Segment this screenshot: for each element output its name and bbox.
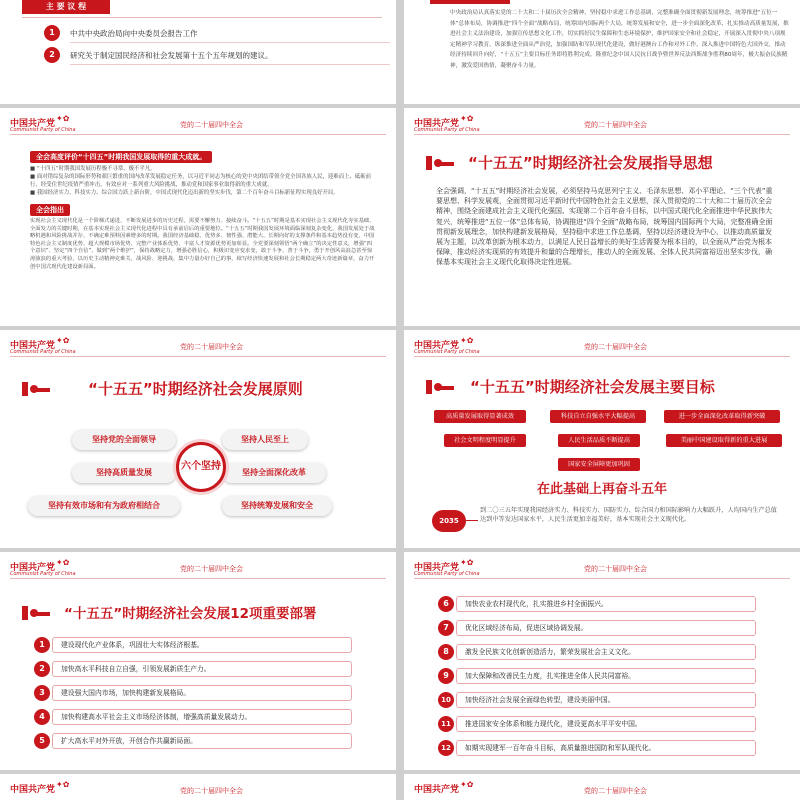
plenum-points-body: 实现社会主义现代化是一个阶梯式递进、不断发展进步的历史过程，需要不懈努力、接续奋斗。“十五五”时期是基本实现社会主义现代化夯实基础、全面发力的关键时期，在基本实现社会主义现代化进程中具有承前启后的重要地位。“十五五”时期我国发展环境面临深刻复杂变化，我国发展处于战略机遇和风险挑战并存、不确定难预料因素增多的时期。我国经济基础稳、优势多、韧性强、潜能大，长期向好的支撑条件和基本趋势没有变，中国特色社会主义制度优势、超大规模市场优势、完整产业体系优势、丰富人才资源优势更加彰显。全党要深刻领悟“两个确立”的决定性意义，增强“四个意识”、坚定“四个自信”、做到“两个维护”，保持战略定力，增强必胜信心，积极识变应变求变，敢于斗争、善于斗争，勇于开创风高浪急甚至惊涛骇浪的重大考验，以历史主动精神克难关、战风险、迎挑战，集中力量办好自己的事，续写经济快速发展和社会长期稳定两大奇迹新篇章，奋力开创中国式现代化建设新局面。 bbox=[30, 218, 375, 270]
goals-subtitle: 在此基础上再奋斗五年 bbox=[536, 482, 667, 497]
achievement-bullet: ■ “十四五”时期我国发展历程极不寻常、极不平凡。 bbox=[30, 166, 156, 172]
title-bars-icon bbox=[426, 380, 460, 396]
deploy-num: 10 bbox=[438, 692, 454, 708]
slide-header bbox=[0, 552, 396, 580]
deploy-item: 优化区域经济布局，促进区域协调发展。 bbox=[456, 620, 756, 636]
header-divider bbox=[10, 134, 386, 135]
deploy-num: 3 bbox=[34, 685, 50, 701]
deploy-item: 加快高水平科技自立自强，引领发展新质生产力。 bbox=[52, 661, 352, 677]
bullet-text: 我国经济实力、科技实力、综合国力跃上新台阶，中国式现代化迈出新的坚实步伐，第二个百年奋斗目标新征程实现良好开局。 bbox=[36, 190, 339, 196]
flourish-icon: ✦✿ bbox=[460, 114, 474, 123]
slide-deployments-1[interactable] bbox=[0, 552, 396, 770]
achievement-bullet: ■ 面对错综复杂的国际形势和艰巨繁重的国内改革发展稳定任务，以习近平同志为核心的党中央团结带领全党全国各族人民，迎难而上、砥砺前行，经受住世纪疫情严重冲击，有效应对一系列重大风险挑战，推动党和国家事业取得新的重大成就。 bbox=[30, 174, 372, 188]
deploy-item: 加快构建高水平社会主义市场经济体制，增强高质量发展动力。 bbox=[52, 709, 352, 725]
slide-main-goals[interactable] bbox=[404, 330, 800, 548]
principle-pill: 坚持统筹发展和安全 bbox=[222, 496, 332, 516]
deploy-item: 如期实现建军一百年奋斗目标，高质量推进国防和军队现代化。 bbox=[456, 740, 756, 756]
achievements-pill: 全会高度评价“十四五”时期我国发展取得的重大成就。 bbox=[30, 151, 212, 163]
goal-tag: 国家安全屏障更加巩固 bbox=[558, 458, 640, 471]
party-logo-en: Communist Party of China bbox=[414, 127, 480, 133]
plenum-points-pill: 全会指出 bbox=[30, 204, 70, 216]
slide-guiding-thought[interactable] bbox=[404, 108, 800, 326]
goal-tag: 人民生活品质不断提高 bbox=[558, 434, 640, 447]
year-connector bbox=[466, 520, 478, 521]
slide-header bbox=[404, 552, 800, 580]
deploy-num: 12 bbox=[438, 740, 454, 756]
deploy-item: 推进国家安全体系和能力现代化，建设更高水平平安中国。 bbox=[456, 716, 756, 732]
deploy-num: 7 bbox=[438, 620, 454, 636]
goal-tag: 科技自立自强水平大幅提高 bbox=[550, 410, 646, 423]
header-divider bbox=[10, 578, 386, 579]
slide-header bbox=[0, 330, 396, 358]
center-badge: 六个坚持 bbox=[176, 442, 226, 492]
slide-principles[interactable] bbox=[0, 330, 396, 548]
header-divider bbox=[10, 356, 386, 357]
achievements-content bbox=[30, 144, 375, 271]
agenda-num-2: 2 bbox=[44, 47, 60, 63]
agenda-num-1: 1 bbox=[44, 25, 60, 41]
agenda-item-2: 研究关于制定国民经济和社会发展第十五个五年规划的建议。 bbox=[70, 47, 390, 65]
party-logo-en: Communist Party of China bbox=[10, 349, 76, 355]
party-logo-cn: 中国共产党 bbox=[414, 563, 460, 573]
party-logo-cn: 中国共产党 bbox=[414, 119, 460, 129]
slide-achievements[interactable] bbox=[0, 108, 396, 326]
slide-header bbox=[0, 774, 396, 800]
slide-header bbox=[404, 330, 800, 358]
party-logo-en: Communist Party of China bbox=[414, 571, 480, 577]
slide-deployments-2[interactable] bbox=[404, 552, 800, 770]
header-title: 党的二十届四中全会 bbox=[180, 565, 243, 573]
deploy-num: 8 bbox=[438, 644, 454, 660]
goal-tag: 高质量发展取得显著成效 bbox=[434, 410, 526, 423]
deploy-item: 加大保障和改善民生力度，扎实推进全体人民共同富裕。 bbox=[456, 668, 756, 684]
party-logo-en: Communist Party of China bbox=[414, 349, 480, 355]
deploy-num: 5 bbox=[34, 733, 50, 749]
header-title: 党的二十届四中全会 bbox=[584, 565, 647, 573]
header-divider bbox=[414, 134, 790, 135]
party-logo-en: Communist Party of China bbox=[10, 571, 76, 577]
deploy-num: 11 bbox=[438, 716, 454, 732]
deploy-item: 建设强大国内市场，加快构建新发展格局。 bbox=[52, 685, 352, 701]
flourish-icon: ✦✿ bbox=[460, 336, 474, 345]
flourish-icon: ✦✿ bbox=[56, 114, 70, 123]
party-logo-cn: 中国共产党 bbox=[414, 341, 460, 351]
header-title: 党的二十届四中全会 bbox=[180, 787, 243, 795]
party-logo-cn: 中国共产党 bbox=[10, 785, 56, 795]
header-title: 党的二十届四中全会 bbox=[584, 787, 647, 795]
slide-title: “十五五”时期经济社会发展主要目标 bbox=[470, 378, 715, 396]
slide-title: “十五五”时期经济社会发展原则 bbox=[88, 380, 303, 398]
agenda-underline bbox=[22, 17, 382, 18]
header-title: 党的二十届四中全会 bbox=[584, 343, 647, 351]
party-logo-cn: 中国共产党 bbox=[10, 119, 56, 129]
flourish-icon: ✦✿ bbox=[56, 780, 70, 789]
header-title: 党的二十届四中全会 bbox=[180, 121, 243, 129]
title-bars-icon bbox=[22, 382, 56, 398]
header-title: 党的二十届四中全会 bbox=[584, 121, 647, 129]
deploy-num: 9 bbox=[438, 668, 454, 684]
goal-2035-text: 到二〇三五年实现我国经济实力、科技实力、国防实力、综合国力和国际影响力大幅跃升，人均国内生产总值达到中等发达国家水平，人民生活更加幸福美好，基本实现社会主义现代化。 bbox=[480, 507, 777, 523]
party-logo-cn: 中国共产党 bbox=[414, 785, 460, 795]
slide-header bbox=[404, 774, 800, 800]
slide-title: “十五五”时期经济社会发展12项重要部署 bbox=[64, 606, 317, 622]
bullet-text: “十四五”时期我国发展历程极不寻常、极不平凡。 bbox=[36, 166, 156, 172]
deploy-item: 激发全民族文化创新创造活力，繁荣发展社会主义文化。 bbox=[456, 644, 756, 660]
slide-partial-right[interactable] bbox=[404, 774, 800, 800]
deploy-num: 2 bbox=[34, 661, 50, 677]
flourish-icon: ✦✿ bbox=[460, 780, 474, 789]
principle-pill: 坚持人民至上 bbox=[222, 430, 308, 450]
guiding-body: 全会强调，“十五五”时期经济社会发展，必须坚持马克思列宁主义、毛泽东思想、邓小平理论、“三个代表”重要思想、科学发展观，全面贯彻习近平新时代中国特色社会主义思想，深入贯彻党的二十大和二十届历次全会精神，围绕全面建成社会主义现代化强国、实现第二个百年奋斗目标，以中国式现代化全面推进中华民族伟大复兴，统筹推进“五位一体”总体布局，协调推进“四个全面”战略布局，统筹国内国际两个大局，完整准确全面贯彻新发展理念，加快构建新发展格局，坚持稳中求进工作总基调，坚持以经济建设为中心，以推动高质量发展为主题，以改革创新为根本动力，以满足人民日益增长的美好生活需要为根本目的，以全面从严治党为根本保障，推动经济实现质的有效提升和量的合理增长，推动人的全面发展、全体人民共同富裕迈出坚实步伐，确保基本实现社会主义现代化取得决定性进展。 bbox=[436, 187, 773, 267]
slide-agenda[interactable] bbox=[0, 0, 396, 104]
principle-pill: 坚持党的全面领导 bbox=[72, 430, 176, 450]
principle-pill: 坚持有效市场和有为政府相结合 bbox=[28, 496, 180, 516]
deploy-item: 加快农业农村现代化，扎实推进乡村全面振兴。 bbox=[456, 596, 756, 612]
header-divider bbox=[414, 578, 790, 579]
slide-partial-left[interactable] bbox=[0, 774, 396, 800]
header-title: 党的二十届四中全会 bbox=[180, 343, 243, 351]
flourish-icon: ✦✿ bbox=[460, 558, 474, 567]
deploy-num: 1 bbox=[34, 637, 50, 653]
agenda-label: 主 要 议 程 bbox=[22, 0, 110, 14]
party-logo-cn: 中国共产党 bbox=[10, 563, 56, 573]
deploy-num: 6 bbox=[438, 596, 454, 612]
deploy-item: 扩大高水平对外开放，开创合作共赢新局面。 bbox=[52, 733, 352, 749]
principle-pill: 坚持高质量发展 bbox=[72, 463, 176, 483]
bullet-text: 面对错综复杂的国际形势和艰巨繁重的国内改革发展稳定任务，以习近平同志为核心的党中央团结带领全党全国各族人民，迎难而上、砥砺前行，经受住世纪疫情严重冲击，有效应对一系列重大风险挑战，推动党和国家事业取得新的重大成就。 bbox=[30, 174, 372, 188]
slide-header bbox=[0, 108, 396, 136]
goal-tag: 进一步全面深化改革取得新突破 bbox=[664, 410, 780, 423]
achievement-bullet: ■ 我国经济实力、科技实力、综合国力跃上新台阶，中国式现代化迈出新的坚实步伐，第二个百年奋斗目标新征程实现良好开局。 bbox=[30, 190, 339, 196]
goal-tag: 社会文明程度明显提升 bbox=[444, 434, 526, 447]
report-body: 中央政治局认真落实党的二十大和二十届历次全会精神，坚持稳中求进工作总基调，完整准确全面贯彻新发展理念，统筹推进“五位一体”总体布局，协调推进“四个全面”战略布局，统筹国内国际两个大局，统筹发展和安全，进一步全面深化改革，扎实推动高质量发展，推进社会主义法治建设，加强宣传思想文化工作，切实抓好民生保障和生态环境保护，维护国家安全和社会稳定，开展深入贯彻中央八项规定精神学习教育，纵深推进全面从严治党，加强国防和军队现代化建设，做好港澳台工作和对外工作，深入推进中国特色大国外交，推动经济持续回升向好，“十五五”主要目标任务即将胜利完成。隆重纪念中国人民抗日战争暨世界反法西斯战争胜利80周年，极大振奋民族精神，激发爱国热情，凝聚奋斗力量。 bbox=[450, 10, 789, 69]
agenda-item-1: 中共中央政治局向中央委员会报告工作 bbox=[70, 25, 390, 43]
deploy-num: 4 bbox=[34, 709, 50, 725]
flourish-icon: ✦✿ bbox=[56, 558, 70, 567]
party-logo-cn: 中国共产党 bbox=[10, 341, 56, 351]
year-badge: 2035 bbox=[432, 510, 466, 532]
slide-header bbox=[404, 108, 800, 136]
report-accent-bar bbox=[430, 0, 510, 4]
header-divider bbox=[414, 356, 790, 357]
deploy-item: 加快经济社会发展全面绿色转型，建设美丽中国。 bbox=[456, 692, 756, 708]
slide-work-report[interactable] bbox=[404, 0, 800, 104]
goal-tag: 美丽中国建设取得新的重大进展 bbox=[666, 434, 782, 447]
flourish-icon: ✦✿ bbox=[56, 336, 70, 345]
party-logo-en: Communist Party of China bbox=[10, 127, 76, 133]
title-bars-icon bbox=[426, 156, 460, 172]
title-bars-icon bbox=[22, 606, 56, 622]
principle-pill: 坚持全面深化改革 bbox=[222, 463, 326, 483]
deploy-item: 建设现代化产业体系，巩固壮大实体经济根基。 bbox=[52, 637, 352, 653]
slide-title: “十五五”时期经济社会发展指导思想 bbox=[468, 154, 713, 172]
